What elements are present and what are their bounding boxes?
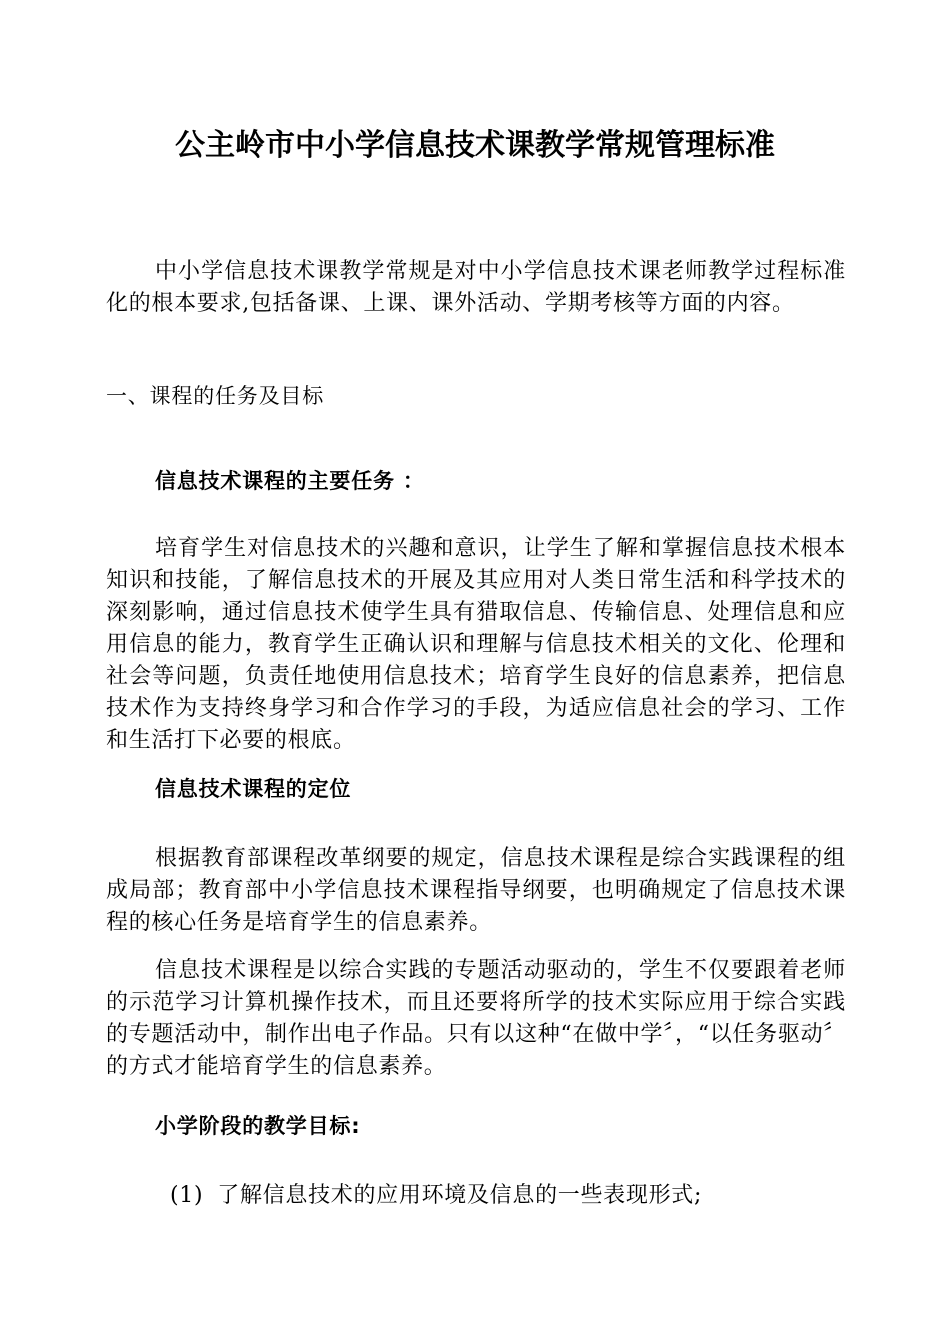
intro-paragraph: 中小学信息技术课教学常规是对中小学信息技术课老师教学过程标准化的根本要求,包括备课、上课、课外活动、学期考核等方面的内容。: [106, 259, 846, 316]
course-position-paragraph-2: 信息技术课程是以综合实践的专题活动驱动的，学生不仅要跟着老师的示范学习计算机操作技术，而且还要将所学的技术实际应用于综合实践的专题活动中，制作出电子作品。只有以这种“在做中学〞，“以任务驱动〞的方式才能培育学生的信息素养。: [106, 958, 846, 1079]
main-tasks-paragraph: 培育学生对信息技术的兴趣和意识，让学生了解和掌握信息技术根本知识和技能，了解信息技术的开展及其应用对人类日常生活和科学技术的深刻影响，通过信息技术使学生具有猎取信息、传输信息、处理信息和应用信息的能力，教育学生正确认识和理解与信息技术相关的文化、伦理和社会等问题，负责任地使用信息技术；培育学生良好的信息素养，把信息技术作为支持终身学习和合作学习的手段，为适应信息社会的学习、工作和生活打下必要的根底。: [106, 536, 846, 753]
subheading-main-tasks: 信息技术课程的主要任务 ：: [155, 469, 425, 493]
document-title: 公主岭市中小学信息技术课教学常规管理标准: [175, 128, 775, 163]
primary-goal-item-1: [170, 1180, 702, 1212]
course-position-paragraph-1: 根据教育部课程改革纲要的规定，信息技术课程是综合实践课程的组成局部；教育部中小学信息技术课程指导纲要，也明确规定了信息技术课程的核心任务是培育学生的信息素养。: [106, 846, 846, 935]
list-item-text: 了解信息技术的应用环境及信息的一些表现形式;: [217, 1183, 703, 1208]
subheading-primary-goals: 小学阶段的教学目标:: [155, 1114, 361, 1138]
list-number: (1): [170, 1183, 204, 1208]
subheading-course-position: 信息技术课程的定位: [155, 777, 352, 801]
section-heading-course-tasks: 一、课程的任务及目标: [106, 384, 324, 408]
